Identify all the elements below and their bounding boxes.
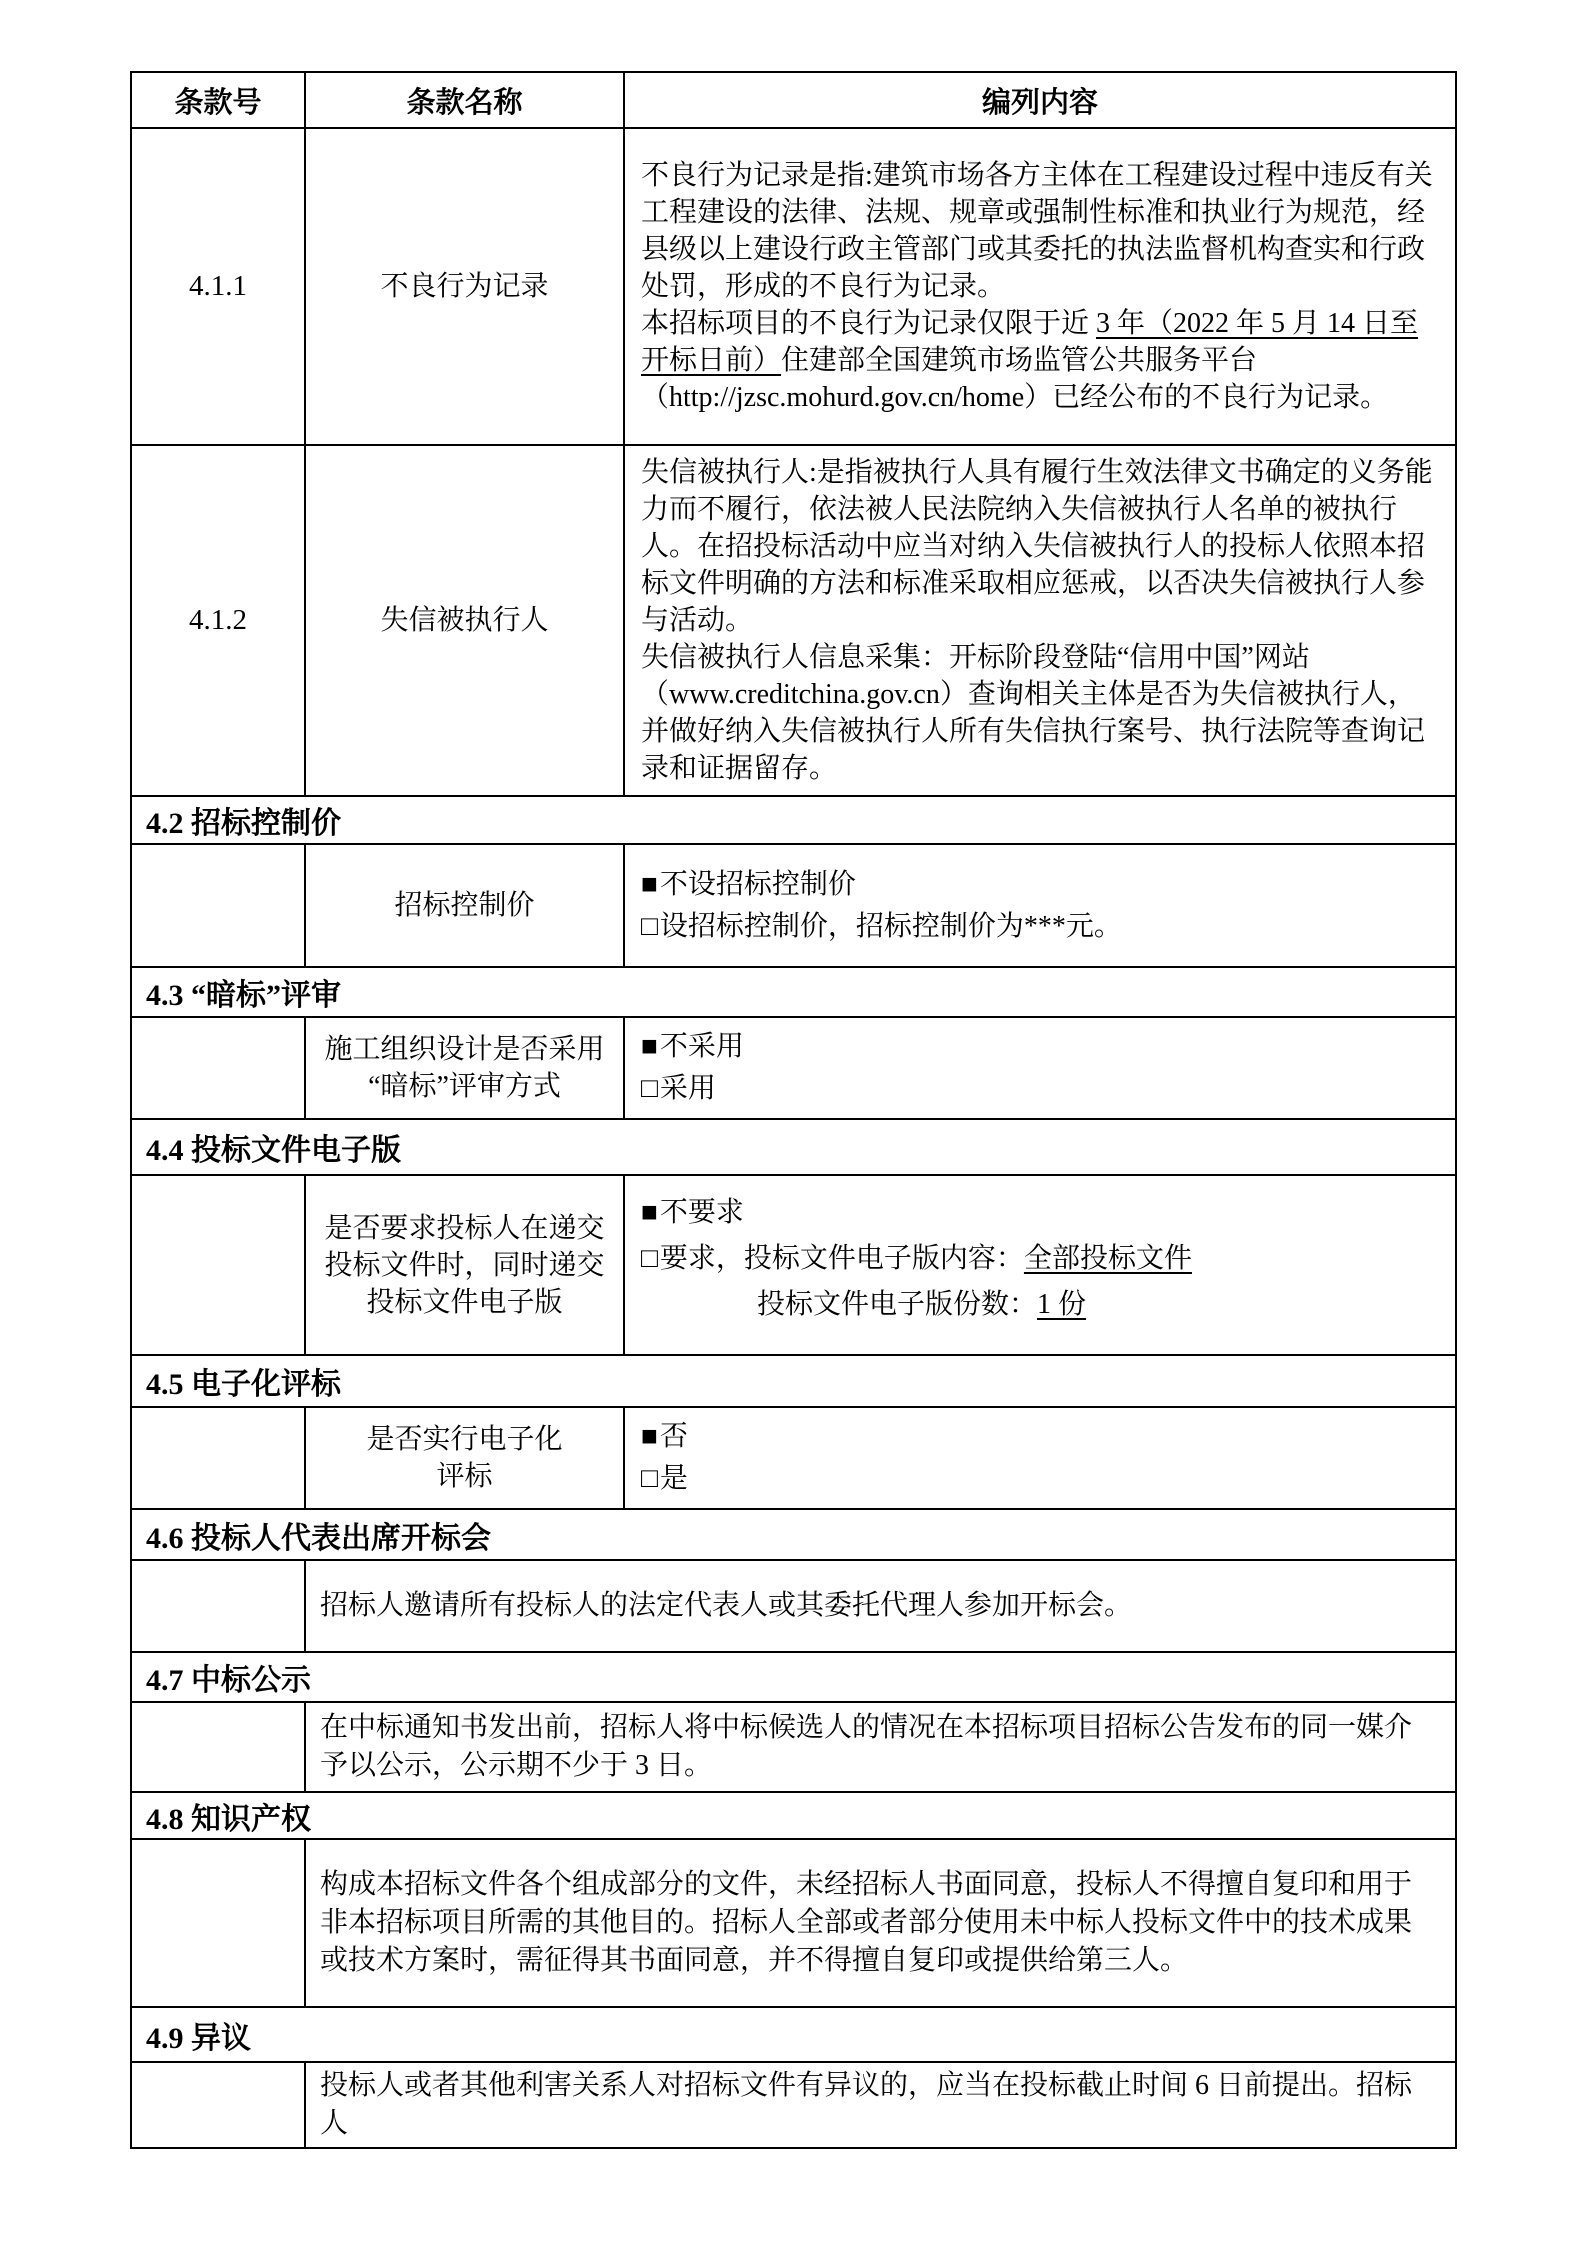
- clause-no-empty: [131, 844, 305, 967]
- clause-name: 失信被执行人: [305, 445, 624, 796]
- table-row-46: [131, 1560, 1456, 1652]
- table-row-49: [131, 2062, 1456, 2148]
- section-title: 4.6 投标人代表出席开标会: [131, 1509, 1456, 1560]
- section-title: 4.7 中标公示: [131, 1652, 1456, 1702]
- text-segment: 本招标项目的不良行为记录仅限于近: [641, 308, 1097, 339]
- clause-name: [305, 1407, 624, 1509]
- col-header-clause-no: 条款号: [131, 72, 305, 128]
- clause-content: [624, 1017, 1456, 1119]
- text-segment: 住建部全国建筑市场监管公共服务平台（http://jzsc.mohurd.gov.cn/home）已经公布的不良行为记录。: [641, 345, 1389, 413]
- clause-no-empty: [131, 1702, 305, 1792]
- checkbox-checked-icon: ■: [641, 1421, 658, 1452]
- option-row: [641, 1190, 1439, 1236]
- paragraph: 失信被执行人:是指被执行人具有履行生效法律文书确定的义务能力而不履行，依法被人民法院纳入失信被执行人名单的被执行人。在招投标活动中应当对纳入失信被执行人的投标人依照本招标文件明确的方法和标准采取相应惩戒，以否决失信被执行人参与活动。: [641, 457, 1433, 636]
- clause-content: [624, 844, 1456, 967]
- checkbox-checked-icon: ■: [641, 1197, 658, 1228]
- clause-no-empty: [131, 1175, 305, 1355]
- option-row: [641, 1416, 1439, 1458]
- clause-no: 4.1.2: [131, 445, 305, 796]
- option-label: 否: [659, 1421, 688, 1452]
- table-row-412: [131, 445, 1456, 796]
- option-label: 设招标控制价，招标控制价为***元。: [659, 910, 1122, 942]
- checkbox-checked-icon: ■: [641, 868, 658, 900]
- col-header-content: 编列内容: [624, 72, 1456, 128]
- option-row: [641, 1068, 1439, 1110]
- clause-no-empty: [131, 1017, 305, 1119]
- table-row-43: [131, 1017, 1456, 1119]
- option-label: 不设招标控制价: [659, 868, 856, 900]
- section-title: 4.4 投标文件电子版: [131, 1119, 1456, 1175]
- clause-no-empty: [131, 1407, 305, 1509]
- clause-name-line: 是否实行电子化: [366, 1424, 563, 1455]
- option-row: [641, 864, 1439, 906]
- clause-content: [624, 445, 1456, 796]
- option-label: 要求，投标文件电子版内容：: [659, 1243, 1024, 1274]
- clause-content: 招标人邀请所有投标人的法定代表人或其委托代理人参加开标会。: [305, 1560, 1456, 1652]
- clause-name-line: 投标文件电子版: [366, 1286, 563, 1318]
- clause-content: 在中标通知书发出前，招标人将中标候选人的情况在本招标项目招标公告发布的同一媒介予以公示，公示期不少于 3 日。: [305, 1702, 1456, 1792]
- section-title: 4.3 “暗标”评审: [131, 967, 1456, 1017]
- section-title: 4.8 知识产权: [131, 1792, 1456, 1839]
- underlined-text: 全部投标文件: [1023, 1243, 1192, 1274]
- underlined-text: 3 年（2022 年 5 月 14 日至开标日前）: [641, 308, 1419, 376]
- clause-content: [624, 1175, 1456, 1355]
- clause-name-line: 投标文件时，同时递交: [324, 1249, 605, 1281]
- option-label: 不采用: [659, 1031, 744, 1062]
- clause-content: [624, 1407, 1456, 1509]
- option-row: [641, 906, 1439, 948]
- table-row-45: [131, 1407, 1456, 1509]
- paragraph: 失信被执行人信息采集：开标阶段登陆“信用中国”网站（www.creditchina.gov.cn）查询相关主体是否为失信被执行人，并做好纳入失信被执行人所有失信执行案号、执行法院等查询记录和证据留存。: [641, 642, 1426, 784]
- section-title: 4.2 招标控制价: [131, 796, 1456, 844]
- paragraph: [641, 305, 1439, 416]
- clause-no: 4.1.1: [131, 128, 305, 445]
- option-row: [641, 1026, 1439, 1068]
- clause-name: [305, 1017, 624, 1119]
- clause-content: [624, 128, 1456, 445]
- table-row-48: [131, 1839, 1456, 2007]
- checkbox-unchecked-icon: □: [641, 1243, 658, 1274]
- section-row-44: [131, 1119, 1456, 1175]
- clause-no-empty: [131, 1560, 305, 1652]
- clause-name-line: 是否要求投标人在递交: [324, 1212, 605, 1244]
- checkbox-checked-icon: ■: [641, 1031, 658, 1062]
- checkbox-unchecked-icon: □: [641, 1463, 658, 1494]
- underlined-text: 1 份: [1037, 1289, 1087, 1320]
- clause-name: [305, 1175, 624, 1355]
- col-header-clause-name: 条款名称: [305, 72, 624, 128]
- table-row-42: [131, 844, 1456, 967]
- option-row: [641, 1458, 1439, 1500]
- clause-name: 招标控制价: [305, 844, 624, 967]
- option-detail-row: [641, 1282, 1439, 1328]
- section-title: 4.5 电子化评标: [131, 1355, 1456, 1407]
- clause-name-line: 施工组织设计是否采用: [324, 1034, 605, 1065]
- section-row-42: [131, 796, 1456, 844]
- section-row-46: [131, 1509, 1456, 1560]
- clause-no-empty: [131, 2062, 305, 2148]
- section-title: 4.9 异议: [131, 2007, 1456, 2062]
- option-row: [641, 1236, 1439, 1282]
- header-row: [131, 72, 1456, 128]
- clause-name-line: “暗标”评审方式: [368, 1071, 561, 1102]
- option-label: 是: [659, 1463, 688, 1494]
- table-row-47: [131, 1702, 1456, 1792]
- clause-content: 构成本招标文件各个组成部分的文件，未经招标人书面同意，投标人不得擅自复印和用于非本招标项目所需的其他目的。招标人全部或者部分使用未中标人投标文件中的技术成果或技术方案时，需征得其书面同意，并不得擅自复印或提供给第三人。: [305, 1839, 1456, 2007]
- checkbox-unchecked-icon: □: [641, 1073, 658, 1104]
- section-row-47: [131, 1652, 1456, 1702]
- table-row-411: [131, 128, 1456, 445]
- section-row-49: [131, 2007, 1456, 2062]
- clauses-table: [130, 71, 1457, 2149]
- option-label: 不要求: [659, 1197, 744, 1228]
- clause-name-line: 评标: [436, 1461, 493, 1492]
- section-row-45: [131, 1355, 1456, 1407]
- clause-content: 投标人或者其他利害关系人对招标文件有异议的，应当在投标截止时间 6 日前提出。招标人: [305, 2062, 1456, 2148]
- section-row-43: [131, 967, 1456, 1017]
- table-row-44: [131, 1175, 1456, 1355]
- clause-name: 不良行为记录: [305, 128, 624, 445]
- clause-no-empty: [131, 1839, 305, 2007]
- checkbox-unchecked-icon: □: [641, 910, 658, 942]
- section-row-48: [131, 1792, 1456, 1839]
- paragraph: 不良行为记录是指:建筑市场各方主体在工程建设过程中违反有关工程建设的法律、法规、规章或强制性标准和执业行为规范，经县级以上建设行政主管部门或其委托的执法监督机构查实和行政处罚，形成的不良行为记录。: [641, 160, 1433, 302]
- option-label: 采用: [659, 1073, 716, 1104]
- option-label: 投标文件电子版份数：: [757, 1289, 1038, 1320]
